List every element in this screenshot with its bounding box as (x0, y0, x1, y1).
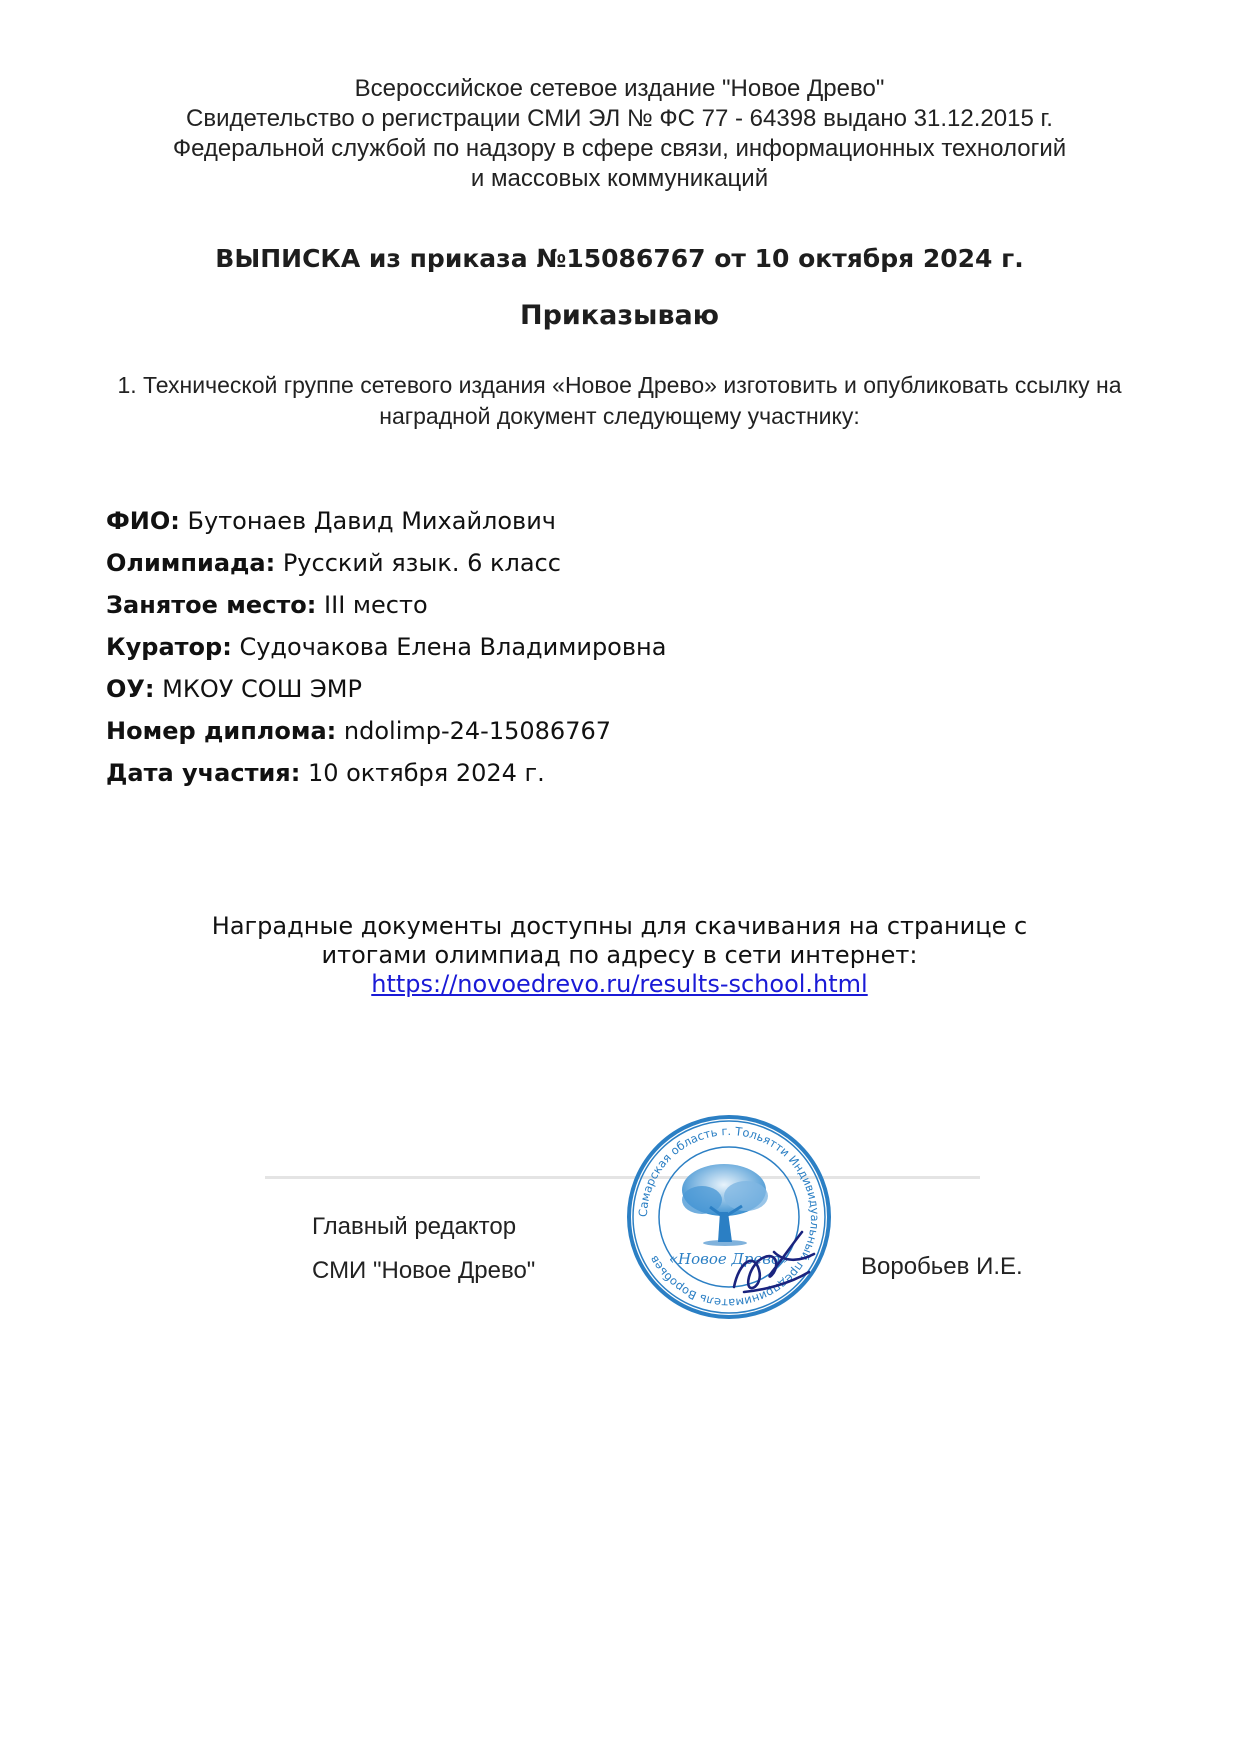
extract-title: ВЫПИСКА из приказа №15086767 от 10 октября 2024 г. (215, 244, 1024, 273)
field-participation-date (106, 758, 1156, 800)
order-line-2: наградной документ следующему участнику: (379, 403, 860, 429)
field-label: Олимпиада: (106, 549, 276, 577)
header-line-2: Свидетельство о регистрации СМИ ЭЛ № ФС 77 - 64398 выдано 31.12.2015 г. (186, 105, 1053, 132)
field-value: III место (324, 591, 428, 619)
field-label: Куратор: (106, 633, 232, 661)
field-value: Судочакова Елена Владимировна (239, 633, 667, 661)
publication-stamp (624, 1112, 834, 1322)
notice-line-1: Наградные документы доступны для скачивания на странице с (211, 912, 1028, 940)
field-fio (106, 506, 1156, 548)
signatory-role (312, 1205, 535, 1293)
tree-icon (682, 1164, 768, 1246)
field-label: Дата участия: (106, 759, 301, 787)
header-line-4: и массовых коммуникаций (470, 165, 769, 192)
notice-line-2: итогами олимпиад по адресу в сети интернет: (321, 941, 918, 969)
field-place (106, 590, 1156, 632)
field-value: МКОУ СОШ ЭМР (162, 675, 362, 703)
signature-divider (265, 1176, 980, 1179)
field-olympiad (106, 548, 1156, 590)
field-value: Русский язык. 6 класс (282, 549, 561, 577)
role-line-1: Главный редактор (312, 1213, 517, 1240)
field-value: ndolimp-24-15086767 (343, 717, 611, 745)
order-paragraph (90, 370, 1149, 432)
field-value: 10 октября 2024 г. (307, 759, 545, 787)
signatory-name: Воробьев И.Е. (861, 1253, 1023, 1280)
field-curator (106, 632, 1156, 674)
field-label: Занятое место: (106, 591, 317, 619)
publication-header (0, 74, 1239, 194)
results-link[interactable]: https://novoedrevo.ru/results-school.html (371, 970, 868, 998)
participant-details (106, 506, 1156, 800)
header-line-1: Всероссийское сетевое издание "Новое Древо" (354, 75, 885, 102)
field-school (106, 674, 1156, 716)
stamp-ring-text: Самарская область г. Тольятти Индивидуальный предприниматель Воробьев (635, 1123, 823, 1311)
order-heading: Приказываю (519, 300, 720, 331)
field-diploma-number (106, 716, 1156, 758)
field-label: Номер диплома: (106, 717, 337, 745)
download-notice (0, 912, 1239, 999)
field-label: ФИО: (106, 507, 180, 535)
field-label: ОУ: (106, 675, 155, 703)
order-line-1: 1. Технической группе сетевого издания «Новое Древо» изготовить и опубликовать ссылку на (117, 372, 1122, 398)
header-line-3: Федеральной службой по надзору в сфере связи, информационных технологий (172, 135, 1067, 162)
stamp-center-text: «Новое Древо» (668, 1250, 790, 1268)
field-value: Бутонаев Давид Михайлович (187, 507, 556, 535)
role-line-2: СМИ "Новое Древо" (312, 1257, 536, 1284)
